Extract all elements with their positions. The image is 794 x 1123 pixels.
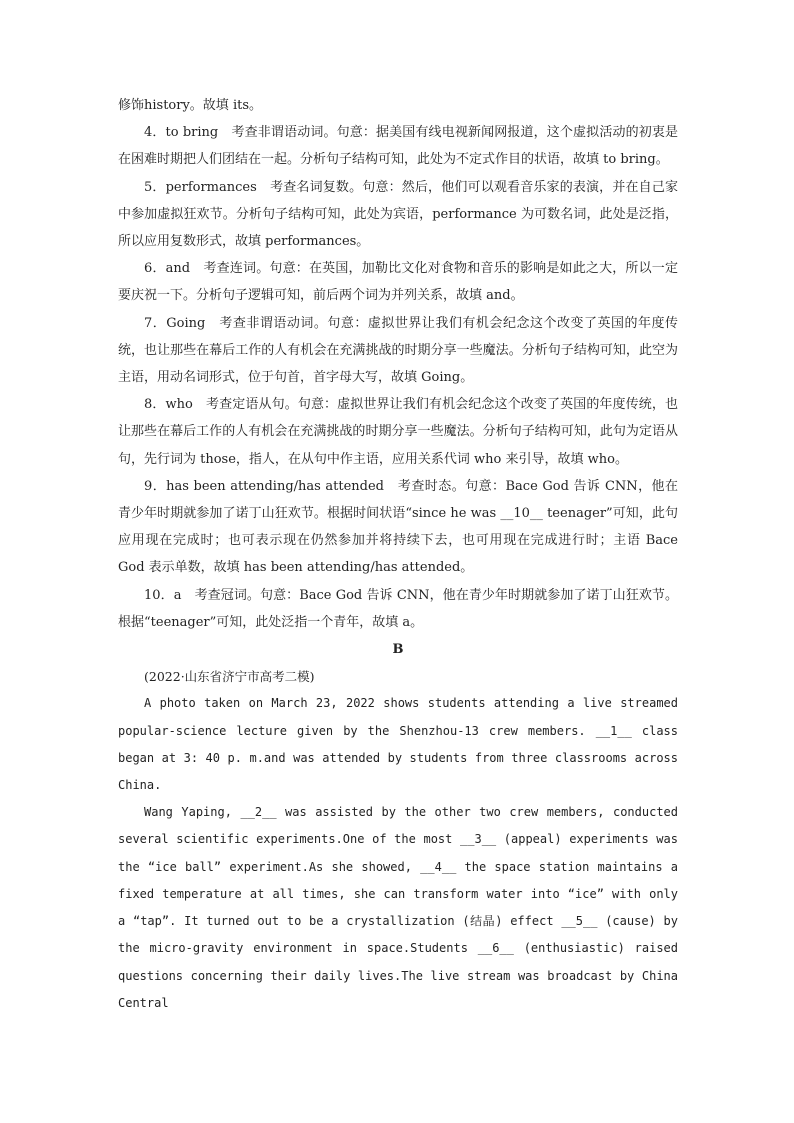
passage-paragraph-2 <box>118 799 678 1017</box>
blank-1: __1__ <box>595 723 632 738</box>
source-note: (2022·山东省济宁市高考二模) <box>144 669 315 685</box>
passage-text: Wang Yaping, <box>144 805 241 820</box>
answer-9 <box>118 473 678 582</box>
answer-8: 8．who 考查定语从句。句意：虚拟世界让我们有机会纪念这个改变了英国的年度传统，也让那些在幕后工作的人有机会在充满挑战的时期分享一些魔法。分析句子结构可知，此句为定语从句，先行词为 those，指人，在从句中作主语，应用关系代词 who 来引导，故填 who。 <box>118 397 678 467</box>
answer-6: 6．and 考查连词。句意：在英国，加勒比文化对食物和音乐的影响是如此之大，所以一定要庆祝一下。分析句子逻辑可知，前后两个词为并列关系，故填 and。 <box>118 261 678 304</box>
section-label: B <box>392 642 404 658</box>
passage-text: (appeal) experiments was the “ice ball” experiment.As she showed, <box>118 832 678 874</box>
answer-continuation: 修饰history。故填 its。 <box>118 98 262 113</box>
passage-text: A photo taken on March 23, 2022 shows students attending a live streamed popular-science lecture given by the Shenzhou-13 crew members. <box>118 696 678 738</box>
blank-10: __10__ <box>500 506 543 522</box>
passage-paragraph-1 <box>118 690 678 799</box>
blank-4: __4__ <box>420 859 457 874</box>
passage-text: (cause) by the micro-gravity environment in space.Students <box>118 914 678 956</box>
blank-5: __5__ <box>561 914 598 929</box>
answer-4: 4．to bring 考查非谓语动词。句意：据美国有线电视新闻网报道，这个虚拟活动的初衷是在困难时期把人们团结在一起。分析句子结构可知，此处为不定式作目的状语，故填 to bring。 <box>118 125 678 168</box>
passage-text: (enthusiastic) raised questions concerning their daily lives.The live stream was broadcast by China Central <box>118 941 678 1010</box>
passage-text: was assisted by the other two crew members, conducted several scientific experiments.One of the most <box>118 805 678 847</box>
answer-5: 5．performances 考查名词复数。句意：然后，他们可以观看音乐家的表演，并在自己家中参加虚拟狂欢节。分析句子结构可知，此处为宾语，performance 为可数名词，此处是泛指，所以应用复数形式，故填 performances。 <box>118 179 678 250</box>
answer-7: 7．Going 考查非谓语动词。句意：虚拟世界让我们有机会纪念这个改变了英国的年度传统，也让那些在幕后工作的人有机会在充满挑战的时期分享一些魔法。分析句子结构可知，此空为主语，用动名词形式，位于句首，首字母大写，故填 Going。 <box>118 315 678 386</box>
answer-9-text-b: teenager”可知，此句应用现在完成时；也可表示现在仍然参加并将持续下去，也可用现在完成进行时；主语 Bace God 表示单数，故填 has been attending/has attended。 <box>118 506 678 576</box>
passage-text: the space station maintains a fixed temperature at all times, she can transform water into “ice” with only a “tap”. It turned out to be a crystallization (结晶) effect <box>118 859 678 929</box>
answer-9-text-a: 9．has been attending/has attended 考查时态。句意：Bace God 告诉 CNN，他在青少年时期就参加了诺丁山狂欢节。根据时间状语“since he was <box>118 478 678 522</box>
document-page <box>118 92 678 1017</box>
answer-10: 10．a 考查冠词。句意：Bace God 告诉 CNN，他在青少年时期就参加了诺丁山狂欢节。根据“teenager”可知，此处泛指一个青年，故填 a。 <box>118 587 678 630</box>
passage-text: class began at 3: 40 p. m.and was attended by students from three classrooms across China. <box>118 723 678 793</box>
blank-3: __3__ <box>460 832 497 847</box>
blank-2: __2__ <box>240 805 277 820</box>
blank-6: __6__ <box>477 941 514 956</box>
